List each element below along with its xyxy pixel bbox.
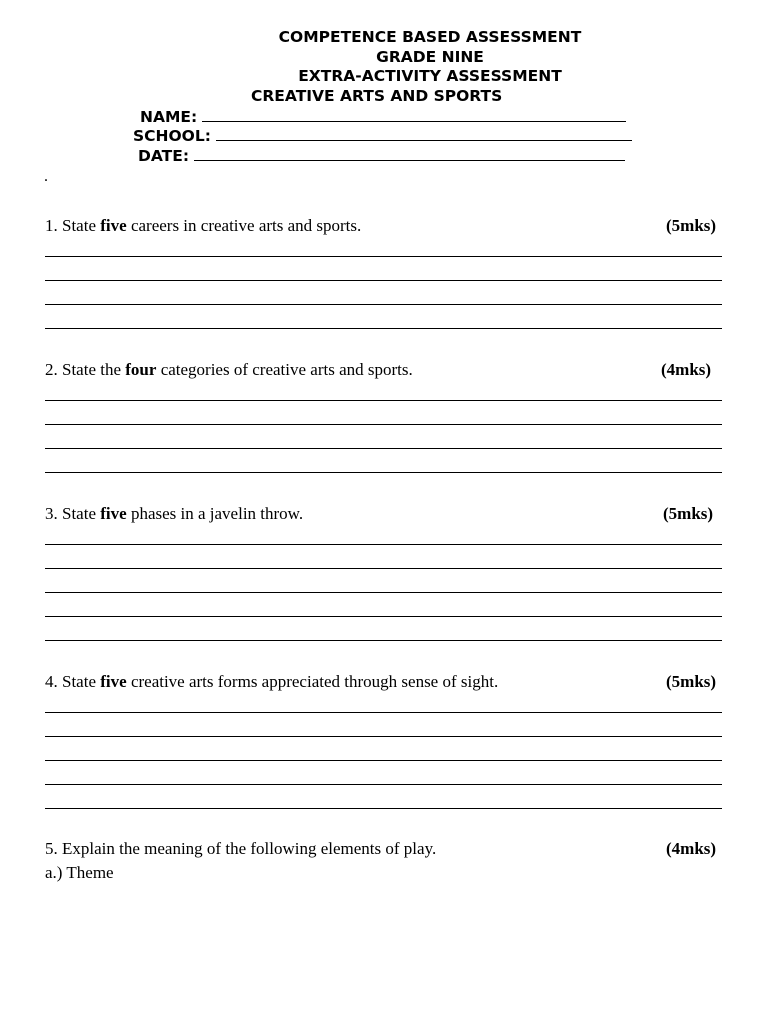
school-label: SCHOOL:	[133, 127, 211, 145]
answer-line[interactable]	[45, 736, 722, 737]
answer-line[interactable]	[45, 424, 722, 425]
answer-line[interactable]	[45, 400, 722, 401]
date-blank[interactable]	[194, 145, 625, 161]
name-field[interactable]	[140, 106, 626, 127]
answer-line[interactable]	[45, 328, 722, 329]
question-3-text-pre: 3. State	[45, 504, 101, 523]
question-2	[45, 359, 413, 381]
date-field[interactable]	[138, 145, 625, 166]
answer-line[interactable]	[45, 616, 722, 617]
question-4	[45, 671, 498, 693]
school-field[interactable]	[133, 125, 632, 146]
question-4-marks: (5mks)	[666, 672, 717, 691]
answer-line[interactable]	[45, 280, 722, 281]
title-extra-activity: EXTRA-ACTIVITY ASSESSMENT	[298, 67, 562, 85]
question-5-subitem-a: a.) Theme	[45, 863, 114, 882]
question-3-emphasis: five	[100, 504, 127, 523]
date-label: DATE:	[138, 147, 190, 165]
question-1-text-pre: 1. State	[45, 216, 101, 235]
answer-line[interactable]	[45, 568, 722, 569]
answer-line[interactable]	[45, 472, 722, 473]
question-5-marks: (4mks)	[666, 839, 717, 858]
question-1-emphasis: five	[100, 216, 127, 235]
question-2-marks: (4mks)	[661, 360, 712, 379]
answer-line[interactable]	[45, 784, 722, 785]
question-3-marks: (5mks)	[663, 504, 714, 523]
stray-mark: .	[44, 168, 48, 185]
answer-line[interactable]	[45, 712, 722, 713]
title-assessment: COMPETENCE BASED ASSESSMENT	[278, 28, 582, 46]
question-1-text-post: careers in creative arts and sports.	[126, 216, 362, 235]
school-blank[interactable]	[216, 125, 632, 141]
answer-line[interactable]	[45, 592, 722, 593]
answer-line[interactable]	[45, 640, 722, 641]
question-3-text-post: phases in a javelin throw.	[126, 504, 304, 523]
answer-line[interactable]	[45, 256, 722, 257]
question-2-text-pre: 2. State the	[45, 360, 126, 379]
question-4-emphasis: five	[100, 672, 127, 691]
answer-line[interactable]	[45, 760, 722, 761]
title-subject: CREATIVE ARTS AND SPORTS	[251, 87, 503, 105]
answer-line[interactable]	[45, 304, 722, 305]
answer-line[interactable]	[45, 544, 722, 545]
question-2-emphasis: four	[125, 360, 157, 379]
question-3	[45, 503, 303, 525]
question-1-marks: (5mks)	[666, 216, 717, 235]
title-grade: GRADE NINE	[376, 48, 484, 66]
question-1	[45, 215, 361, 237]
question-2-text-post: categories of creative arts and sports.	[156, 360, 413, 379]
question-4-text-post: creative arts forms appreciated through sense of sight.	[126, 672, 499, 691]
question-5-text: 5. Explain the meaning of the following elements of play.	[45, 839, 437, 858]
answer-line[interactable]	[45, 448, 722, 449]
question-5	[45, 838, 436, 860]
question-4-text-pre: 4. State	[45, 672, 101, 691]
name-label: NAME:	[140, 108, 198, 126]
answer-line[interactable]	[45, 808, 722, 809]
name-blank[interactable]	[202, 106, 626, 122]
